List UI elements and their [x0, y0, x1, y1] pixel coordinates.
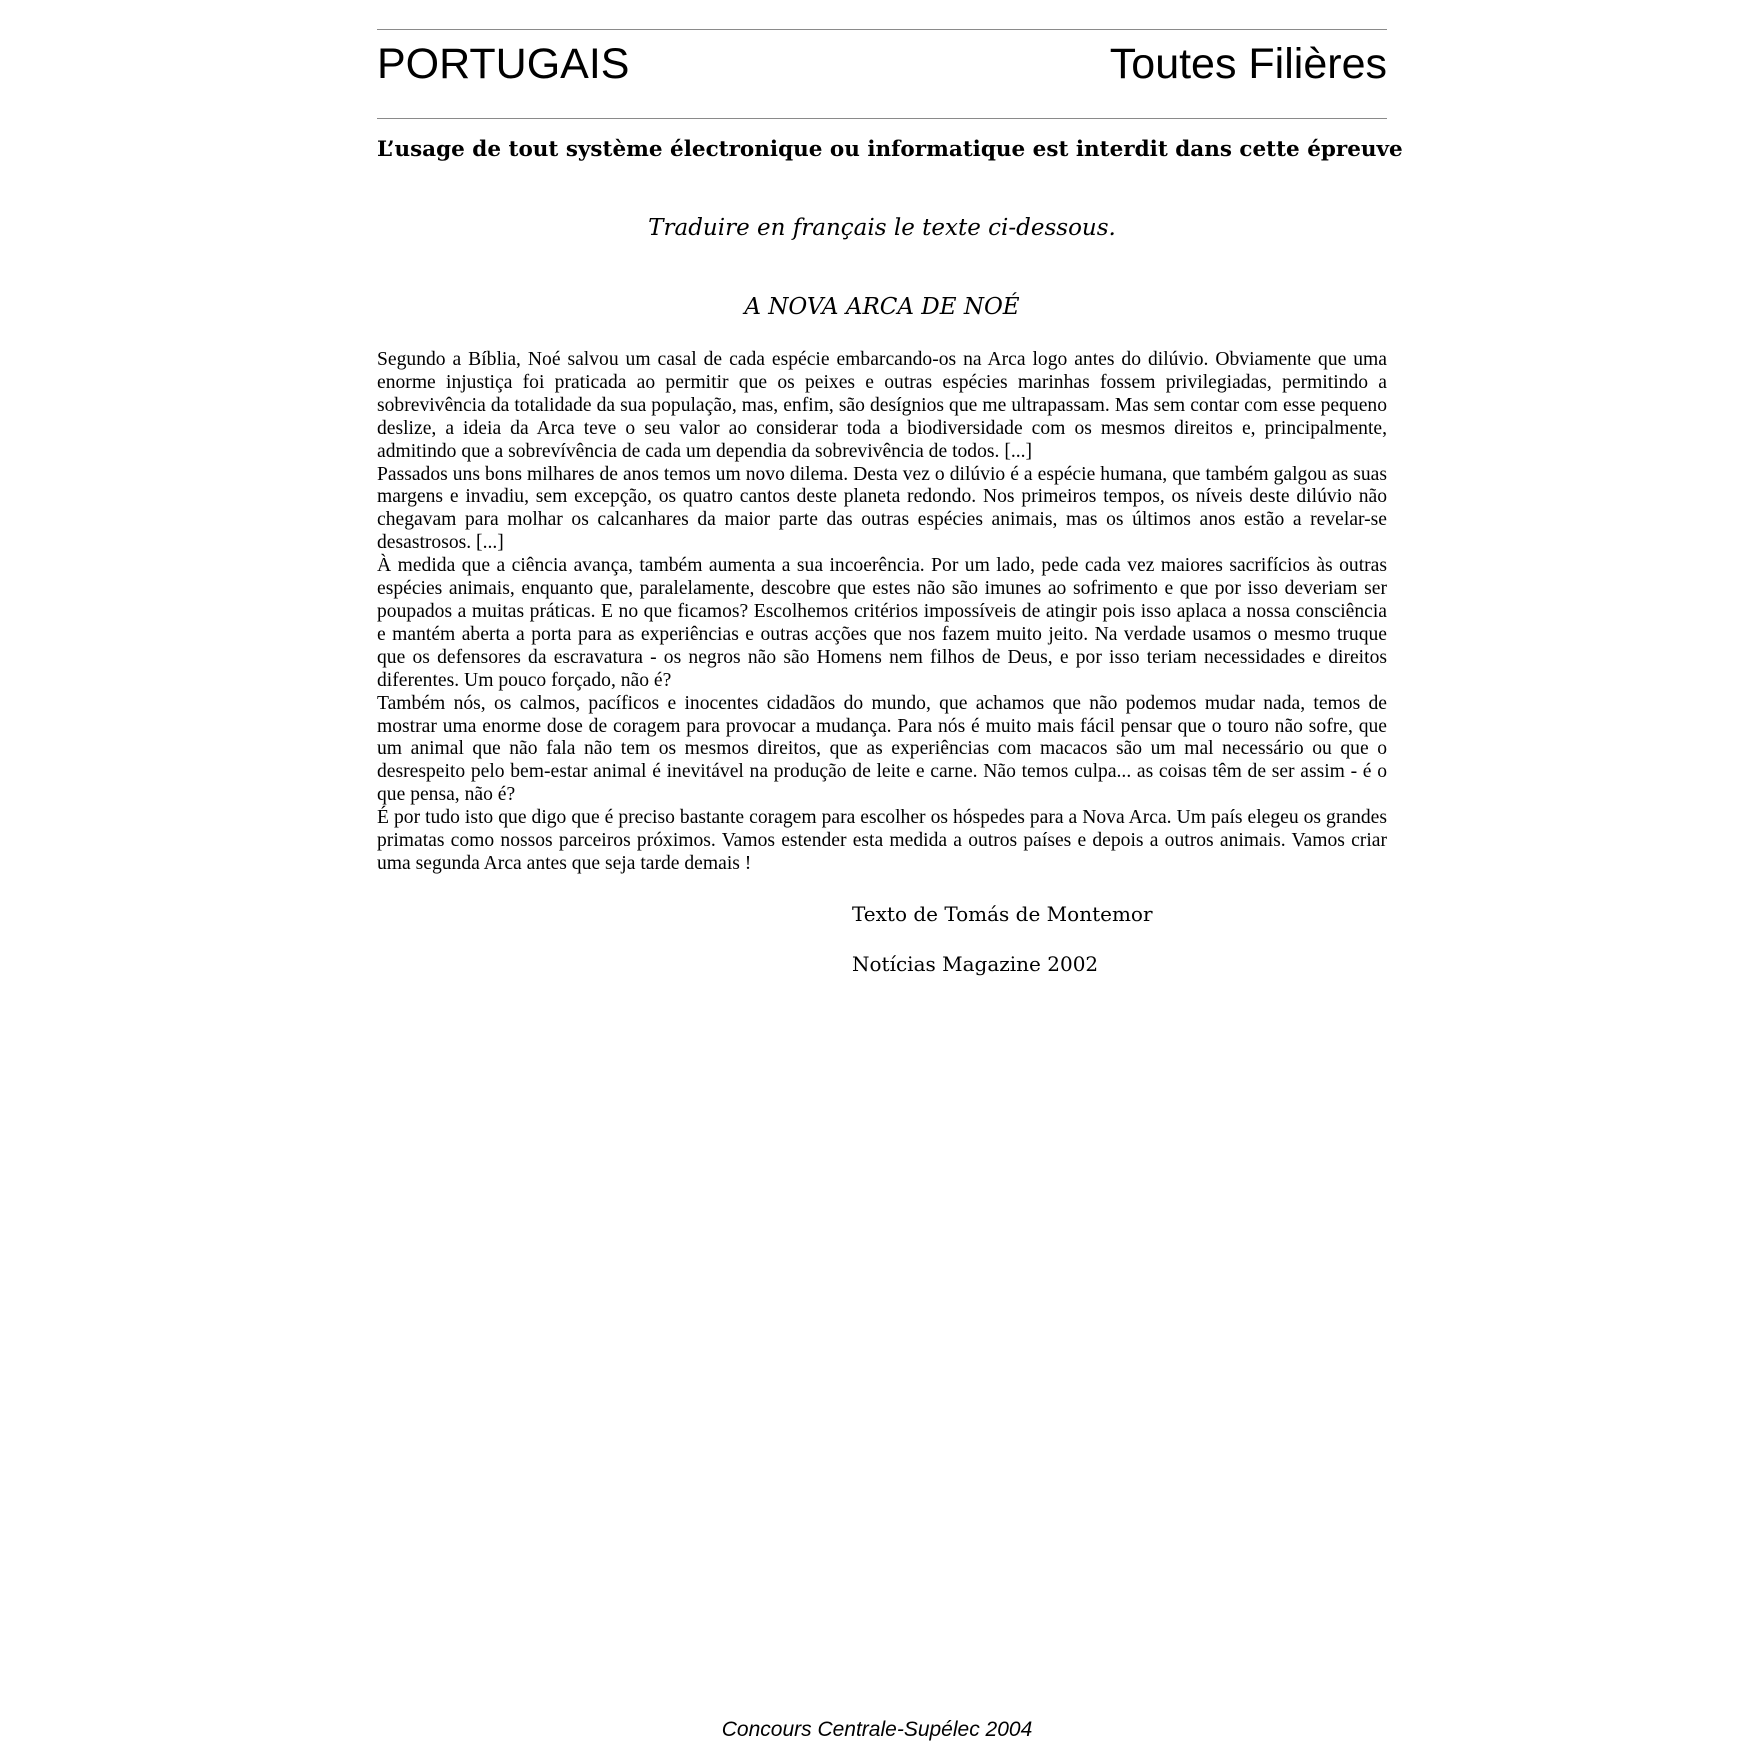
- author-credit: Texto de Tomás de Montemor: [852, 902, 1153, 926]
- paragraph-3: À medida que a ciência avança, também aumenta a sua incoerência. Por um lado, pede cada vez maiores sacrifícios às outras espécies animais, enquanto que, paralelamente, descobre que estes não são imunes ao sofrimento e que por isso deveriam ser poupados a muitas práticas. E no que ficamos? Escolhemos critérios impossíveis de atingir pois isso aplaca a nossa consciência e mantém aberta a porta para as experiências e outras acções que nos fazem muito jeito. Na verdade usamos o mesmo truque que os defensores da escravatura - os negros não são Homens nem filhos de Deus, e por isso teriam necessidades e direitos diferentes. Um pouco forçado, não é?: [377, 555, 1387, 691]
- source-credit: Notícias Magazine 2002: [852, 952, 1099, 976]
- stream-label: Toutes Filières: [1109, 40, 1387, 88]
- header-bottom-rule: [377, 118, 1387, 119]
- paragraph-4: Também nós, os calmos, pacíficos e inocentes cidadãos do mundo, que achamos que não podemos mudar nada, temos de mostrar uma enorme dose de coragem para provocar a mudança. Para nós é muito mais fácil pensar que o touro não sofre, que um animal que não fala não tem os mesmos direitos, que as experiências com macacos são um mal necessário ou que o desrespeito pelo bem-estar animal é inevitável na produção de leite e carne. Não temos culpa... as coisas têm de ser assim - é o que pensa, não é?: [377, 692, 1387, 806]
- text-credits: [852, 901, 1153, 1001]
- page-footer: Concours Centrale-Supélec 2004: [721, 1718, 1033, 1741]
- text-title: A NOVA ARCA DE NOÉ: [744, 294, 1020, 320]
- paragraph-1: Segundo a Bíblia, Noé salvou um casal de cada espécie embarcando-os na Arca logo antes do dilúvio. Obviamente que uma enorme injustiça foi praticada ao permitir que os peixes e outras espécies marinhas fossem privilegiadas, permitindo a sobrevivência da totalidade da sua população, mas, enfim, são desígnios que me ultrapassam. Mas sem contar com esse pequeno deslize, a ideia da Arca teve o seu valor ao considerar toda a biodiversidade com os mesmos direitos e, principalmente, admitindo que a sobrevívência de cada um dependia da sobrevivência de todos. [...]: [377, 349, 1387, 462]
- electronics-notice: L’usage de tout système électronique ou informatique est interdit dans cette épreuve: [377, 137, 1403, 162]
- page-header: [377, 38, 1387, 90]
- source-text: [377, 349, 1387, 876]
- subject-label: PORTUGAIS: [377, 40, 630, 88]
- paragraph-5: É por tudo isto que digo que é preciso bastante coragem para escolher os hóspedes para a Nova Arca. Um país elegeu os grandes primatas como nossos parceiros próximos. Vamos estender esta medida a outros países e depois a outros animais. Vamos criar uma segunda Arca antes que seja tarde demais !: [377, 807, 1387, 874]
- exam-instruction: Traduire en français le texte ci-dessous.: [648, 215, 1116, 241]
- header-top-rule: [377, 29, 1387, 30]
- paragraph-2: Passados uns bons milhares de anos temos um novo dilema. Desta vez o dilúvio é a espécie humana, que também galgou as suas margens e invadiu, sem excepção, os quatro cantos deste planeta redondo. Nos primeiros tempos, os níveis deste dilúvio não chegavam para molhar os calcanhares da maior parte das outras espécies animais, mas os últimos anos estão a revelar-se desastrosos. [...]: [377, 463, 1387, 554]
